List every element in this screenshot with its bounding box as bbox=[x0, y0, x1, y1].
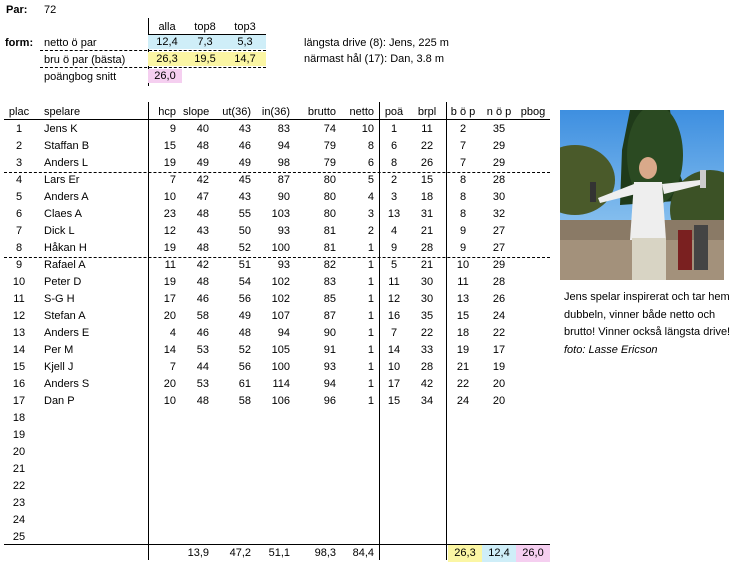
cell-netto: 10 bbox=[361, 123, 374, 135]
cell-brpl: 21 bbox=[420, 259, 434, 271]
cell-in: 106 bbox=[271, 395, 290, 407]
cell-nop: 22 bbox=[492, 327, 506, 339]
cell-netto: 1 bbox=[367, 242, 374, 254]
cell-in: 98 bbox=[277, 157, 290, 169]
cell-spelare: Per M bbox=[44, 344, 74, 356]
cell-nop: 20 bbox=[492, 395, 506, 407]
cell-plac: 22 bbox=[12, 480, 26, 492]
cell-hcp: 19 bbox=[163, 242, 176, 254]
cell-bop: 7 bbox=[459, 140, 467, 152]
form-label: form: bbox=[5, 37, 34, 49]
header-slope: slope bbox=[183, 106, 210, 118]
cell-spelare: Kjell J bbox=[44, 361, 74, 373]
cell-poa: 17 bbox=[387, 378, 401, 390]
cell-hcp: 4 bbox=[169, 327, 176, 339]
cell-slope: 53 bbox=[196, 344, 209, 356]
par-label: Par: bbox=[6, 4, 28, 16]
cell-nop: 29 bbox=[492, 140, 506, 152]
table-row bbox=[0, 512, 560, 529]
cell-nop: 29 bbox=[492, 259, 506, 271]
cell-ut: 52 bbox=[238, 242, 251, 254]
table-row bbox=[0, 257, 560, 274]
total-ut: 47,2 bbox=[229, 547, 251, 559]
cell-spelare: Håkan H bbox=[44, 242, 87, 254]
cell-slope: 49 bbox=[196, 157, 209, 169]
form-dash-2 bbox=[40, 67, 266, 68]
table-row bbox=[0, 410, 560, 427]
cell-plac: 9 bbox=[15, 259, 23, 271]
cell-plac: 8 bbox=[15, 242, 23, 254]
table-vline-1 bbox=[379, 102, 380, 560]
cell-plac: 19 bbox=[12, 429, 26, 441]
cell-slope: 46 bbox=[196, 293, 209, 305]
table-row bbox=[0, 325, 560, 342]
cell-netto: 1 bbox=[367, 310, 374, 322]
cell-spelare: Rafael A bbox=[44, 259, 86, 271]
form-row-brutto-label: bru ö par (bästa) bbox=[44, 54, 126, 66]
cell-nop: 27 bbox=[492, 242, 506, 254]
form-brutto-top3: 14,7 bbox=[224, 52, 266, 66]
cell-ut: 46 bbox=[238, 140, 251, 152]
cell-brpl: 28 bbox=[420, 242, 434, 254]
cell-netto: 5 bbox=[367, 174, 374, 186]
cell-plac: 4 bbox=[15, 174, 23, 186]
cell-netto: 1 bbox=[367, 276, 374, 288]
cell-in: 102 bbox=[271, 293, 290, 305]
cell-ut: 45 bbox=[238, 174, 251, 186]
cell-plac: 21 bbox=[12, 463, 26, 475]
cell-spelare: Dick L bbox=[44, 225, 75, 237]
table-row bbox=[0, 308, 560, 325]
form-col-top3: top3 bbox=[234, 21, 256, 33]
table-row bbox=[0, 189, 560, 206]
cell-spelare: Anders L bbox=[44, 157, 89, 169]
cell-nop: 32 bbox=[492, 208, 506, 220]
table-row bbox=[0, 461, 560, 478]
cell-brpl: 18 bbox=[420, 191, 434, 203]
cell-bop: 8 bbox=[459, 174, 467, 186]
cell-poa: 3 bbox=[390, 191, 398, 203]
photo-caption bbox=[564, 289, 732, 359]
cell-brutto: 80 bbox=[323, 174, 336, 186]
header-in: in(36) bbox=[261, 106, 290, 118]
cell-plac: 12 bbox=[12, 310, 26, 322]
form-col-alla: alla bbox=[158, 21, 176, 33]
form-row-poang-label: poängbog snitt bbox=[44, 71, 117, 83]
cell-nop: 19 bbox=[492, 361, 506, 373]
cell-slope: 48 bbox=[196, 208, 209, 220]
cell-brpl: 31 bbox=[420, 208, 434, 220]
cell-brpl: 35 bbox=[420, 310, 434, 322]
cell-brpl: 21 bbox=[420, 225, 434, 237]
cell-plac: 6 bbox=[15, 208, 23, 220]
cell-brutto: 90 bbox=[323, 327, 336, 339]
cell-nop: 30 bbox=[492, 191, 506, 203]
cell-hcp: 12 bbox=[163, 225, 176, 237]
cell-netto: 3 bbox=[367, 208, 374, 220]
cell-netto: 4 bbox=[367, 191, 374, 203]
cell-plac: 16 bbox=[12, 378, 26, 390]
cell-netto: 1 bbox=[367, 378, 374, 390]
table-group-divider bbox=[4, 172, 550, 173]
table-row bbox=[0, 121, 560, 138]
cell-netto: 1 bbox=[367, 259, 374, 271]
cell-bop: 21 bbox=[456, 361, 470, 373]
cell-bop: 8 bbox=[459, 208, 467, 220]
table-row bbox=[0, 444, 560, 461]
total-bop: 26,3 bbox=[448, 545, 482, 562]
cell-bop: 22 bbox=[456, 378, 470, 390]
cell-in: 90 bbox=[277, 191, 290, 203]
cell-ut: 56 bbox=[238, 293, 251, 305]
total-pbog: 26,0 bbox=[516, 545, 550, 562]
cell-brpl: 28 bbox=[420, 361, 434, 373]
cell-in: 102 bbox=[271, 276, 290, 288]
form-netto-top8: 7,3 bbox=[186, 35, 224, 49]
cell-in: 83 bbox=[277, 123, 290, 135]
cell-bop: 9 bbox=[459, 242, 467, 254]
cell-poa: 5 bbox=[390, 259, 398, 271]
cell-bop: 24 bbox=[456, 395, 470, 407]
cell-brutto: 74 bbox=[323, 123, 336, 135]
cell-spelare: Claes A bbox=[44, 208, 82, 220]
cell-ut: 43 bbox=[238, 191, 251, 203]
cell-hcp: 19 bbox=[163, 157, 176, 169]
cell-in: 105 bbox=[271, 344, 290, 356]
table-row bbox=[0, 495, 560, 512]
cell-netto: 1 bbox=[367, 361, 374, 373]
cell-netto: 1 bbox=[367, 344, 374, 356]
cell-plac: 11 bbox=[13, 293, 25, 305]
cell-hcp: 20 bbox=[163, 310, 176, 322]
cell-bop: 18 bbox=[456, 327, 470, 339]
cell-slope: 58 bbox=[196, 310, 209, 322]
cell-hcp: 7 bbox=[169, 174, 176, 186]
cell-nop: 27 bbox=[492, 225, 506, 237]
cell-plac: 25 bbox=[12, 531, 26, 543]
cell-plac: 7 bbox=[15, 225, 23, 237]
cell-spelare: S-G H bbox=[44, 293, 75, 305]
cell-bop: 10 bbox=[456, 259, 470, 271]
cell-poa: 11 bbox=[388, 276, 400, 288]
cell-spelare: Dan P bbox=[44, 395, 75, 407]
cell-nop: 20 bbox=[492, 378, 506, 390]
cell-brutto: 93 bbox=[323, 361, 336, 373]
cell-brutto: 79 bbox=[323, 157, 336, 169]
cell-hcp: 7 bbox=[169, 361, 176, 373]
cell-in: 93 bbox=[277, 259, 290, 271]
cell-brpl: 42 bbox=[420, 378, 434, 390]
cell-spelare: Staffan B bbox=[44, 140, 90, 152]
cell-hcp: 10 bbox=[163, 191, 176, 203]
cell-ut: 48 bbox=[238, 327, 251, 339]
cell-ut: 49 bbox=[238, 310, 251, 322]
cell-poa: 4 bbox=[390, 225, 398, 237]
header-netto: netto bbox=[349, 106, 374, 118]
cell-bop: 13 bbox=[456, 293, 470, 305]
cell-ut: 55 bbox=[238, 208, 251, 220]
cell-spelare: Anders A bbox=[44, 191, 89, 203]
cell-nop: 29 bbox=[492, 157, 506, 169]
cell-bop: 19 bbox=[456, 344, 470, 356]
cell-in: 114 bbox=[272, 378, 290, 390]
table-vline-2 bbox=[446, 102, 447, 560]
cell-netto: 1 bbox=[367, 327, 374, 339]
cell-ut: 58 bbox=[238, 395, 251, 407]
cell-in: 93 bbox=[277, 225, 290, 237]
cell-slope: 40 bbox=[196, 123, 209, 135]
table-row bbox=[0, 206, 560, 223]
form-brutto-top8: 19,5 bbox=[186, 52, 224, 66]
cell-ut: 51 bbox=[238, 259, 251, 271]
header-plac: plac bbox=[8, 106, 30, 118]
total-in: 51,1 bbox=[268, 547, 290, 559]
cell-brpl: 11 bbox=[421, 123, 433, 135]
cell-poa: 8 bbox=[390, 157, 398, 169]
cell-brutto: 80 bbox=[323, 191, 336, 203]
cell-brutto: 83 bbox=[323, 276, 336, 288]
table-row bbox=[0, 138, 560, 155]
header-brpl: brpl bbox=[417, 106, 437, 118]
cell-brutto: 91 bbox=[323, 344, 336, 356]
cell-netto: 6 bbox=[367, 157, 374, 169]
table-header-rule bbox=[4, 119, 550, 120]
cell-spelare: Peter D bbox=[44, 276, 82, 288]
caption-text: Jens spelar inspirerat och tar hem dubbeln, vinner både netto och brutto! Vinner också längsta drive! bbox=[564, 291, 731, 338]
cell-bop: 15 bbox=[456, 310, 470, 322]
cell-brpl: 34 bbox=[420, 395, 434, 407]
table-row bbox=[0, 223, 560, 240]
cell-brpl: 15 bbox=[420, 174, 434, 186]
cell-netto: 8 bbox=[367, 140, 374, 152]
cell-hcp: 17 bbox=[163, 293, 176, 305]
form-row-netto-label: netto ö par bbox=[44, 37, 97, 49]
cell-spelare: Anders E bbox=[44, 327, 90, 339]
cell-nop: 26 bbox=[492, 293, 506, 305]
cell-plac: 13 bbox=[12, 327, 26, 339]
total-netto: 84,4 bbox=[352, 547, 374, 559]
form-brutto-alla: 26,3 bbox=[148, 52, 186, 66]
header-pbog: pbog bbox=[520, 106, 546, 118]
form-netto-top3: 5,3 bbox=[224, 35, 266, 49]
cell-hcp: 10 bbox=[163, 395, 176, 407]
cell-nop: 28 bbox=[492, 276, 506, 288]
table-group-divider bbox=[4, 257, 550, 258]
cell-ut: 61 bbox=[238, 378, 251, 390]
cell-slope: 44 bbox=[196, 361, 209, 373]
cell-slope: 48 bbox=[196, 242, 209, 254]
table-row bbox=[0, 291, 560, 308]
cell-in: 100 bbox=[271, 242, 290, 254]
cell-plac: 5 bbox=[15, 191, 23, 203]
cell-hcp: 20 bbox=[163, 378, 176, 390]
award-longest-drive: längsta drive (8): Jens, 225 m bbox=[304, 37, 449, 49]
header-ut: ut(36) bbox=[222, 106, 251, 118]
cell-bop: 11 bbox=[457, 276, 469, 288]
par-value: 72 bbox=[44, 4, 57, 16]
cell-brpl: 30 bbox=[420, 276, 434, 288]
table-row bbox=[0, 342, 560, 359]
cell-plac: 20 bbox=[12, 446, 26, 458]
table-row bbox=[0, 172, 560, 189]
header-nop: n ö p bbox=[486, 106, 512, 118]
cell-ut: 49 bbox=[238, 157, 251, 169]
table-row bbox=[0, 274, 560, 291]
cell-plac: 10 bbox=[12, 276, 26, 288]
cell-netto: 2 bbox=[367, 225, 374, 237]
cell-brutto: 80 bbox=[323, 208, 336, 220]
cell-poa: 2 bbox=[390, 174, 398, 186]
cell-brpl: 22 bbox=[420, 140, 434, 152]
cell-brutto: 87 bbox=[323, 310, 336, 322]
cell-ut: 52 bbox=[238, 344, 251, 356]
table-vline-0 bbox=[148, 102, 149, 560]
table-totals-row bbox=[0, 545, 560, 562]
cell-plac: 24 bbox=[12, 514, 26, 526]
cell-brpl: 26 bbox=[420, 157, 434, 169]
cell-nop: 35 bbox=[492, 123, 506, 135]
header-poa: poä bbox=[384, 106, 404, 118]
cell-poa: 14 bbox=[387, 344, 401, 356]
cell-ut: 43 bbox=[238, 123, 251, 135]
cell-plac: 17 bbox=[12, 395, 26, 407]
total-nop: 12,4 bbox=[482, 545, 516, 562]
cell-slope: 48 bbox=[196, 276, 209, 288]
cell-brutto: 81 bbox=[323, 225, 336, 237]
cell-spelare: Stefan A bbox=[44, 310, 86, 322]
table-row bbox=[0, 393, 560, 410]
cell-nop: 24 bbox=[492, 310, 506, 322]
total-slope: 13,9 bbox=[187, 547, 209, 559]
cell-brutto: 85 bbox=[323, 293, 336, 305]
cell-slope: 48 bbox=[196, 140, 209, 152]
cell-plac: 1 bbox=[15, 123, 23, 135]
cell-poa: 1 bbox=[390, 123, 398, 135]
cell-in: 94 bbox=[277, 327, 290, 339]
cell-brpl: 30 bbox=[420, 293, 434, 305]
cell-slope: 48 bbox=[196, 395, 209, 407]
cell-brutto: 79 bbox=[323, 140, 336, 152]
cell-slope: 42 bbox=[196, 174, 209, 186]
cell-brutto: 94 bbox=[323, 378, 336, 390]
cell-slope: 43 bbox=[196, 225, 209, 237]
table-row bbox=[0, 155, 560, 172]
total-brutto: 98,3 bbox=[314, 547, 336, 559]
cell-in: 94 bbox=[277, 140, 290, 152]
form-netto-alla: 12,4 bbox=[148, 35, 186, 49]
cell-poa: 7 bbox=[390, 327, 398, 339]
form-poang-alla: 26,0 bbox=[148, 69, 182, 83]
cell-spelare: Anders S bbox=[44, 378, 90, 390]
cell-ut: 56 bbox=[238, 361, 251, 373]
form-col-top8: top8 bbox=[194, 21, 216, 33]
cell-nop: 28 bbox=[492, 174, 506, 186]
cell-poa: 16 bbox=[387, 310, 401, 322]
cell-hcp: 14 bbox=[163, 344, 176, 356]
form-dash-1 bbox=[40, 50, 266, 51]
winner-photo bbox=[560, 110, 724, 280]
cell-bop: 9 bbox=[459, 225, 467, 237]
cell-brutto: 96 bbox=[323, 395, 336, 407]
cell-in: 103 bbox=[271, 208, 290, 220]
table-row bbox=[0, 478, 560, 495]
table-row bbox=[0, 240, 560, 257]
cell-slope: 46 bbox=[196, 327, 209, 339]
cell-hcp: 23 bbox=[163, 208, 176, 220]
cell-in: 100 bbox=[271, 361, 290, 373]
caption-credit: foto: Lasse Ericson bbox=[564, 343, 658, 356]
table-row bbox=[0, 359, 560, 376]
cell-spelare: Jens K bbox=[44, 123, 78, 135]
cell-plac: 15 bbox=[12, 361, 26, 373]
cell-in: 87 bbox=[277, 174, 290, 186]
cell-plac: 14 bbox=[12, 344, 26, 356]
header-spelare: spelare bbox=[44, 106, 81, 118]
cell-hcp: 15 bbox=[163, 140, 176, 152]
cell-hcp: 19 bbox=[163, 276, 176, 288]
cell-netto: 1 bbox=[367, 293, 374, 305]
cell-slope: 53 bbox=[196, 378, 209, 390]
cell-poa: 6 bbox=[390, 140, 398, 152]
cell-brutto: 81 bbox=[323, 242, 336, 254]
cell-slope: 42 bbox=[196, 259, 209, 271]
cell-plac: 2 bbox=[15, 140, 23, 152]
cell-brpl: 33 bbox=[420, 344, 434, 356]
cell-spelare: Lars Er bbox=[44, 174, 80, 186]
cell-in: 107 bbox=[271, 310, 290, 322]
cell-bop: 2 bbox=[459, 123, 467, 135]
cell-ut: 54 bbox=[238, 276, 251, 288]
cell-hcp: 9 bbox=[169, 123, 176, 135]
cell-hcp: 11 bbox=[164, 259, 176, 271]
cell-nop: 17 bbox=[492, 344, 506, 356]
table-row bbox=[0, 427, 560, 444]
cell-slope: 47 bbox=[196, 191, 209, 203]
table-row bbox=[0, 376, 560, 393]
award-closest-hole: närmast hål (17): Dan, 3.8 m bbox=[304, 53, 445, 65]
cell-poa: 15 bbox=[387, 395, 401, 407]
cell-brutto: 82 bbox=[323, 259, 336, 271]
header-hcp: hcp bbox=[158, 106, 176, 118]
cell-plac: 23 bbox=[12, 497, 26, 509]
cell-bop: 8 bbox=[459, 191, 467, 203]
cell-ut: 50 bbox=[238, 225, 251, 237]
cell-poa: 10 bbox=[387, 361, 401, 373]
cell-poa: 12 bbox=[387, 293, 401, 305]
cell-poa: 9 bbox=[390, 242, 398, 254]
header-bop: b ö p bbox=[450, 106, 476, 118]
cell-plac: 18 bbox=[12, 412, 26, 424]
cell-plac: 3 bbox=[15, 157, 23, 169]
cell-netto: 1 bbox=[367, 395, 374, 407]
header-brutto: brutto bbox=[307, 106, 336, 118]
cell-poa: 13 bbox=[387, 208, 401, 220]
cell-brpl: 22 bbox=[420, 327, 434, 339]
cell-bop: 7 bbox=[459, 157, 467, 169]
